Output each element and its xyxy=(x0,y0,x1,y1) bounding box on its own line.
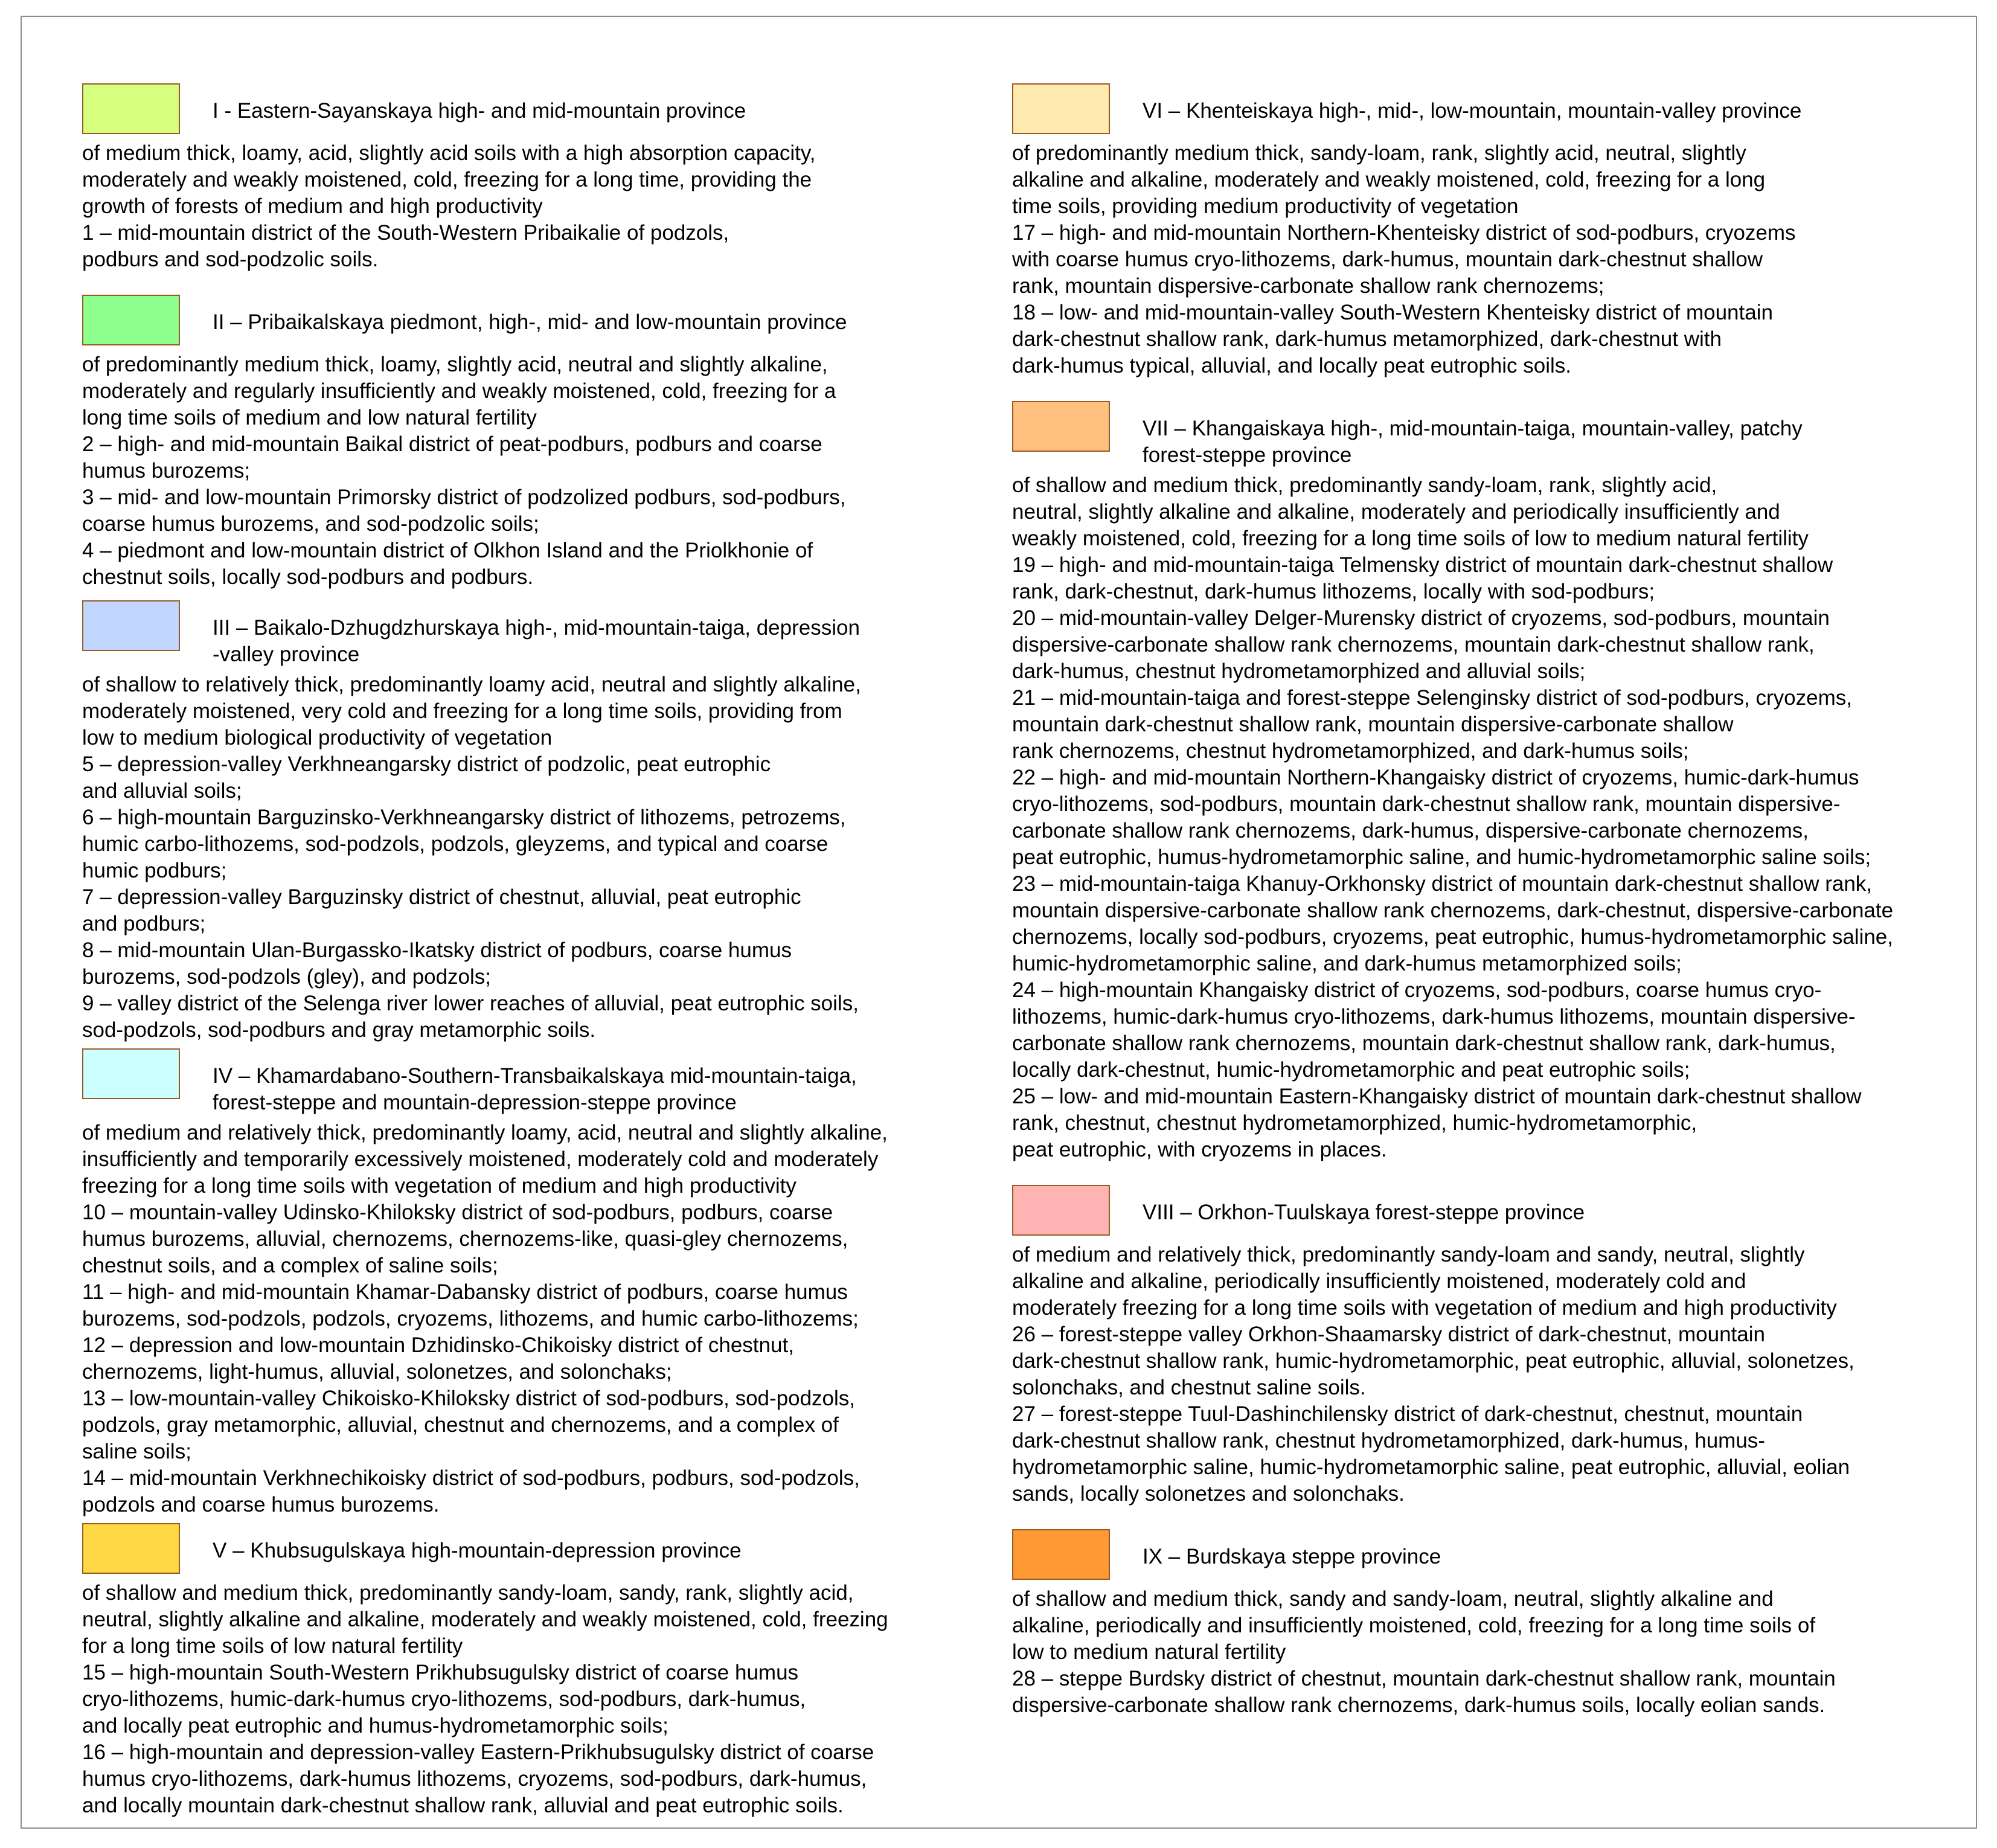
province-swatch-iii xyxy=(82,600,180,651)
province-heading-vii: VII – Khangaiskaya high-, mid-mountain-taiga, mountain-valley, patchy forest-steppe province xyxy=(1143,417,1803,467)
province-description-ii: of predominantly medium thick, loamy, slightly acid, neutral and slightly alkaline, moderately and regularly insufficiently and weakly moistened, cold, freezing for a long time soils of medium and low natural fertility 2 – high- and mid-mountain Baikal district of peat-podburs, podburs and coarse humus burozems; 3 – mid- and low-mountain Primorsky district of podzolized podburs, sod-podburs, coarse humus burozems, and sod-podzolic soils; 4 – piedmont and low-mountain district of Olkhon Island and the Priolkhonie of chestnut soils, locally sod-podburs and podburs. xyxy=(82,353,846,589)
province-swatch-i xyxy=(82,83,180,134)
province-description-i: of medium thick, loamy, acid, slightly acid soils with a high absorption capacity, moderately and weakly moistened, cold, freezing for a long time, providing the growth of forests of medium and high productivity 1 – mid-mountain district of the South-Western Pribaikalie of podzols, podburs and sod-podzolic soils. xyxy=(82,141,816,271)
province-entry-i xyxy=(82,83,970,273)
province-entry-vi xyxy=(1012,83,1978,379)
province-entry-iv xyxy=(82,1048,970,1518)
province-entry-ix xyxy=(1012,1529,1978,1719)
province-description-v: of shallow and medium thick, predominantly sandy-loam, sandy, rank, slightly acid, neutral, slightly alkaline and alkaline, moderately and weakly moistened, cold, freezing for a long time soils of low natural fertility 15 – high-mountain South-Western Prikhubsugulsky district of coarse humus cryo-lithozems, humic-dark-humus cryo-lithozems, sod-podburs, dark-humus, and locally peat eutrophic and humus-hydrometamorphic soils; 16 – high-mountain and depression-valley Eastern-Prikhubsugulsky district of coarse humus cryo-lithozems, dark-humus lithozems, cryozems, sod-podburs, dark-humus, and locally mountain dark-chestnut shallow rank, alluvial and peat eutrophic soils. xyxy=(82,1581,888,1817)
province-heading-viii: VIII – Orkhon-Tuulskaya forest-steppe province xyxy=(1143,1201,1585,1224)
province-heading-ii: II – Pribaikalskaya piedmont, high-, mid- and low-mountain province xyxy=(213,310,847,334)
province-swatch-vi xyxy=(1012,83,1110,134)
province-swatch-ix xyxy=(1012,1529,1110,1580)
province-entry-viii xyxy=(1012,1185,1978,1507)
province-swatch-viii xyxy=(1012,1185,1110,1236)
province-description-iv: of medium and relatively thick, predominantly loamy, acid, neutral and slightly alkaline, insufficiently and temporarily excessively moistened, moderately cold and moderately freezing for a long time soils with vegetation of medium and high productivity 10 – mountain-valley Udinsko-Khiloksky district of sod-podburs, podburs, coarse humus burozems, alluvial, chernozems, chernozems-like, quasi-gley chernozems, chestnut soils, and a complex of saline soils; 11 – high- and mid-mountain Khamar-Dabansky district of podburs, coarse humus burozems, sod-podzols, podzols, cryozems, lithozems, and humic carbo-lithozems; 12 – depression and low-mountain Dzhidinsko-Chikoisky district of chestnut, chernozems, light-humus, alluvial, solonetzes, and solonchaks; 13 – low-mountain-valley Chikoisko-Khiloksky district of sod-podburs, sod-podzols, podzols, gray metamorphic, alluvial, chestnut and chernozems, and a complex of saline soils; 14 – mid-mountain Verkhnechikoisky district of sod-podburs, podburs, sod-podzols, podzols and coarse humus burozems. xyxy=(82,1121,888,1516)
province-heading-iv: IV – Khamardabano-Southern-Transbaikalskaya mid-mountain-taiga, forest-steppe and mountain-depression-steppe province xyxy=(213,1064,857,1114)
legend-column-left xyxy=(82,83,970,1819)
province-swatch-iv xyxy=(82,1048,180,1099)
province-description-viii: of medium and relatively thick, predominantly sandy-loam and sandy, neutral, slightly alkaline and alkaline, periodically insufficiently moistened, moderately cold and moderately freezing for a long time soils with vegetation of medium and high productivity 26 – forest-steppe valley Orkhon-Shaamarsky district of dark-chestnut, mountain dark-chestnut shallow rank, humic-hydrometamorphic, peat eutrophic, alluvial, solonetzes, solonchaks, and chestnut saline soils. 27 – forest-steppe Tuul-Dashinchilensky district of dark-chestnut, chestnut, mountain dark-chestnut shallow rank, chestnut hydrometamorphized, dark-humus, humus- hydrometamorphic saline, humic-hydrometamorphic saline, peat eutrophic, alluvial, eolian sands, locally solonetzes and solonchaks. xyxy=(1012,1243,1854,1506)
province-swatch-vii xyxy=(1012,401,1110,452)
province-description-ix: of shallow and medium thick, sandy and sandy-loam, neutral, slightly alkaline and alkaline, periodically and insufficiently moistened, cold, freezing for a long time soils of low to medium natural fertility 28 – steppe Burdsky district of chestnut, mountain dark-chestnut shallow rank, mountain dispersive-carbonate shallow rank chernozems, dark-humus soils, locally eolian sands. xyxy=(1012,1587,1836,1717)
province-heading-v: V – Khubsugulskaya high-mountain-depression province xyxy=(213,1539,742,1562)
legend-column-right xyxy=(1012,83,1978,1719)
province-entry-iii xyxy=(82,600,970,1044)
province-entry-ii xyxy=(82,295,970,591)
province-heading-ix: IX – Burdskaya steppe province xyxy=(1143,1545,1441,1568)
province-heading-i: I - Eastern-Sayanskaya high- and mid-mountain province xyxy=(213,99,746,123)
province-entry-vii xyxy=(1012,401,1978,1163)
province-description-iii: of shallow to relatively thick, predominantly loamy acid, neutral and slightly alkaline, moderately moistened, very cold and freezing for a long time soils, providing from low to medium biological productivity of vegetation 5 – depression-valley Verkhneangarsky district of podzolic, peat eutrophic and alluvial soils; 6 – high-mountain Barguzinsko-Verkhneangarsky district of lithozems, petrozems, humic carbo-lithozems, sod-podzols, podzols, gleyzems, and typical and coarse humic podburs; 7 – depression-valley Barguzinsky district of chestnut, alluvial, peat eutrophic and podburs; 8 – mid-mountain Ulan-Burgassko-Ikatsky district of podburs, coarse humus burozems, sod-podzols (gley), and podzols; 9 – valley district of the Selenga river lower reaches of alluvial, peat eutrophic soils, sod-podzols, sod-podburs and gray metamorphic soils. xyxy=(82,673,861,1042)
province-swatch-ii xyxy=(82,295,180,345)
province-heading-iii: III – Baikalo-Dzhugdzhurskaya high-, mid-mountain-taiga, depression -valley province xyxy=(213,616,860,666)
province-heading-vi: VI – Khenteiskaya high-, mid-, low-mountain, mountain-valley province xyxy=(1143,99,1802,123)
province-swatch-v xyxy=(82,1523,180,1574)
legend-frame xyxy=(21,16,1977,1829)
province-description-vii: of shallow and medium thick, predominantly sandy-loam, rank, slightly acid, neutral, slightly alkaline and alkaline, moderately and periodically insufficiently and weakly moistened, cold, freezing for a long time soils of low to medium natural fertility 19 – high- and mid-mountain-taiga Telmensky district of mountain dark-chestnut shallow rank, dark-chestnut, dark-humus lithozems, locally with sod-podburs; 20 – mid-mountain-valley Delger-Murensky district of cryozems, sod-podburs, mountain dispersive-carbonate shallow rank chernozems, mountain dark-chestnut shallow rank, dark-humus, chestnut hydrometamorphized and alluvial soils; 21 – mid-mountain-taiga and forest-steppe Selenginsky district of sod-podburs, cryozems, mountain dark-chestnut shallow rank, mountain dispersive-carbonate shallow rank chernozems, chestnut hydrometamorphized, and dark-humus soils; 22 – high- and mid-mountain Northern-Khangaisky district of cryozems, humic-dark-humus cryo-lithozems, sod-podburs, mountain dark-chestnut shallow rank, mountain dispersive- carbonate shallow rank chernozems, dark-humus, dispersive-carbonate chernozems, peat eutrophic, humus-hydrometamorphic saline, and humic-hydrometamorphic saline soils; 23 – mid-mountain-taiga Khanuy-Orkhonsky district of mountain dark-chestnut shallow rank, mountain dispersive-carbonate shallow rank chernozems, dark-chestnut, dispersive-carbonate chernozems, locally sod-podburs, cryozems, peat eutrophic, humus-hydrometamorphic saline, humic-hydrometamorphic saline, and dark-humus metamorphized soils; 24 – high-mountain Khangaisky district of cryozems, sod-podburs, coarse humus cryo- lithozems, humic-dark-humus cryo-lithozems, dark-humus lithozems, mountain dispersive- carbonate shallow rank chernozems, mountain dark-chestnut shallow rank, dark-humus, locally dark-chestnut, humic-hydrometamorphic and peat eutrophic soils; 25 – low- and mid-mountain Eastern-Khangaisky district of mountain dark-chestnut shallow rank, chestnut, chestnut hydrometamorphized, humic-hydrometamorphic, peat eutrophic, with cryozems in places. xyxy=(1012,473,1894,1161)
province-entry-v xyxy=(82,1523,970,1819)
province-description-vi: of predominantly medium thick, sandy-loam, rank, slightly acid, neutral, slightly alkaline and alkaline, moderately and weakly moistened, cold, freezing for a long time soils, providing medium productivity of vegetation 17 – high- and mid-mountain Northern-Khenteisky district of sod-podburs, cryozems with coarse humus cryo-lithozems, dark-humus, mountain dark-chestnut shallow rank, mountain dispersive-carbonate shallow rank chernozems; 18 – low- and mid-mountain-valley South-Western Khenteisky district of mountain dark-chestnut shallow rank, dark-humus metamorphized, dark-chestnut with dark-humus typical, alluvial, and locally peat eutrophic soils. xyxy=(1012,141,1796,377)
